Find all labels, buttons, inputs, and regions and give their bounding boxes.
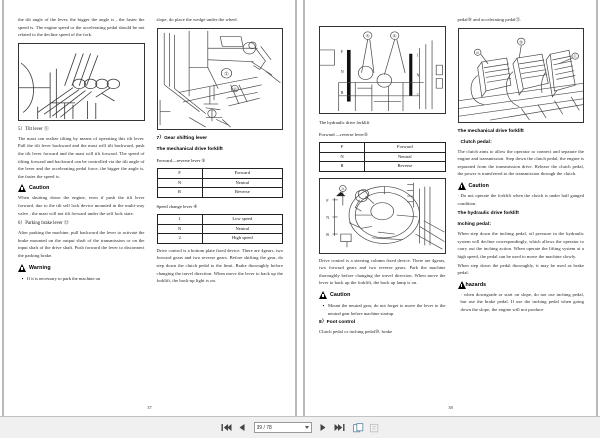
paragraph: pedal⑨ and accelerating pedal⑪. — [457, 17, 522, 22]
bullet-item — [319, 302, 446, 317]
subheading-mechanical-drive-forklift: The mechanical drive forklift — [156, 146, 223, 152]
left-page-column-1 — [18, 16, 145, 394]
pdf-toolbar[interactable] — [0, 416, 600, 438]
svg-text:2: 2 — [416, 91, 419, 97]
svg-text:R: R — [340, 90, 344, 95]
right-page-column-1 — [319, 16, 446, 394]
page-number-input[interactable] — [254, 422, 312, 433]
figure-tilt-lever — [18, 43, 145, 121]
svg-text:⑨: ⑨ — [518, 39, 523, 44]
warning-label: Warning — [29, 264, 51, 271]
table-speed-change-lever — [157, 214, 284, 244]
hazards-block — [458, 281, 585, 289]
paragraph: Clutch pedal or inching pedal⑩, brake — [319, 329, 393, 335]
left-page-column-2 — [157, 16, 284, 394]
warning-block — [18, 264, 145, 272]
bullet-text: Mount the neutral gear, do not forget to move the lever to the neutral gear before machine startup. — [328, 303, 446, 316]
table-cell-key: F — [157, 169, 202, 179]
document-page-left[interactable] — [2, 0, 297, 416]
table-cell-key: R — [157, 188, 202, 198]
bullet-text: If it is necessary to park the machine on — [27, 275, 101, 281]
page-number-value[interactable]: 39 / 78 — [256, 424, 272, 431]
caption-forward-reverse-lever: Forward —reverse lever⑤ — [319, 131, 369, 137]
caution-label: Caution — [29, 185, 50, 192]
paragraph: Drive control is a bottom plate fixed device. There are 4gears, two forward gears and two reverse gears. Before shifting the gear, do step down the clutch pedal to the limit. Brake thoroughly before changing the travel direction. When move the lever to back up the forklift, the back-up light is on. — [156, 247, 283, 284]
subheading-inching-pedal: Inching pedal： — [457, 222, 494, 228]
paragraph: When step down the inching pedal, oil pressure in the hydraulic system will decline correspondingly, which allows the operator to carry out the inching action. When operate the lifting system at a high speed, the pedal can be used to move the machine slowly. — [457, 231, 584, 259]
table-cell-key: N — [157, 224, 202, 234]
table-cell-key: 2 — [157, 234, 202, 244]
table-cell-value: Forward — [365, 143, 445, 153]
svg-text:R: R — [326, 231, 329, 237]
right-page-column-2 — [458, 16, 585, 394]
table-cell-key: N — [320, 152, 365, 162]
subheading-mechanical-drive-forklift: The mechanical drive forklift — [457, 128, 524, 134]
paragraph: The mast can realize tilting by means of operating this tilt lever. Pull the tilt lever backward and the mast will tilt backward, push the tilt lever forward and the mast will tilt forward. The speed of tilting forward and backward can be controlled via the tilt angle of the lever and the accelerating pedal force, the bigger the angle is, the faster the speed is. — [18, 135, 145, 179]
svg-text:F: F — [340, 48, 344, 54]
warning-triangle-icon — [18, 264, 26, 272]
table-row — [157, 169, 283, 179]
table-row — [157, 215, 283, 225]
warning-triangle-icon — [458, 281, 466, 289]
table-row — [320, 143, 446, 153]
warning-triangle-icon — [18, 184, 26, 192]
svg-text:⑪: ⑪ — [572, 54, 577, 59]
table-cell-value: Neutral — [365, 152, 445, 162]
table-cell-value: Forward — [202, 169, 282, 179]
caution-block — [458, 182, 585, 190]
caption-forward-reverse-lever: Forward—reverse lever ⑤ — [156, 157, 206, 163]
figure-foot-pedals — [458, 28, 585, 123]
page-number: 38 — [448, 405, 453, 410]
two-page-view-button[interactable] — [352, 421, 365, 434]
section-title-tilt-lever: 5）Tilt lever ⑧ — [18, 126, 49, 132]
svg-text:N: N — [326, 214, 330, 220]
bullet-marker: ▪ — [322, 303, 325, 309]
caution-label: Caution — [468, 182, 489, 189]
next-page-button[interactable] — [317, 421, 330, 434]
paragraph: When shutting down the engine, even if push the tilt lever forward, due to the tilt self lock device mounted in the multi-way valve , the mast will not tilt forward under the self lock state. — [18, 195, 145, 216]
table-row — [157, 188, 283, 198]
caution-label: Caution — [330, 292, 351, 299]
svg-text:③: ③ — [340, 186, 345, 191]
figure-hydraulic-drive-levers — [319, 26, 446, 114]
svg-text:②: ② — [232, 86, 237, 91]
section-title-parking-brake: 6）Parking brake lever ⑫ — [18, 221, 69, 227]
hazards-label: hazards — [465, 281, 487, 288]
svg-text:④: ④ — [392, 33, 397, 39]
figure-steering-column-lever — [319, 178, 446, 254]
table-cell-key: N — [157, 178, 202, 188]
paragraph: · Do not operate the forklift when the clutch is under half ganged condition. — [457, 192, 584, 206]
figure-gear-shift-lever — [157, 28, 284, 130]
table-row — [320, 152, 446, 162]
previous-page-button[interactable] — [236, 421, 249, 434]
paragraph: After parking the machine, pull backward the lever to activate the brake mounted on the output shaft of the transmission or on the input shaft of the drive shaft. Push forward the lever to disconnect the parking brake. — [18, 230, 145, 258]
table-row — [157, 234, 283, 244]
svg-text:⑩: ⑩ — [475, 50, 479, 55]
table-cell-value: Reverse — [365, 162, 445, 172]
caption-hydraulic-drive-forklift: The hydraulic drive forklift — [319, 120, 370, 125]
caution-block — [319, 291, 446, 299]
bullet-item — [18, 275, 145, 283]
table-forward-reverse-lever — [157, 168, 284, 198]
svg-text:N: N — [340, 69, 344, 74]
chevron-down-icon[interactable] — [305, 426, 309, 429]
section-title-gear-shifting-lever: 7）Gear shifting lever — [156, 135, 208, 141]
paragraph: When step down the pedal thoroughly, it may be used as brake pedal. — [457, 262, 584, 276]
table-row — [320, 162, 446, 172]
caption-speed-change-lever: Speed change lever ④ — [156, 203, 198, 209]
paragraph: · when downgrade or start on slope, do not use inching pedal, but use the brake pedal. If use the inching pedal when going down the slope, the engine will not produce — [460, 291, 584, 312]
table-cell-value: Neutral — [202, 178, 282, 188]
paragraph: The clutch aims to allow the operator to connect and separate the engine and transmission. Step down the clutch pedal, the engine is separated from the transmission drive. Release the clutch pedal, the power is transferred to the transmission through the clutch. — [457, 148, 584, 177]
table-cell-key: F — [320, 143, 365, 153]
table-cell-key: R — [320, 162, 365, 172]
last-page-button[interactable] — [333, 421, 346, 434]
svg-text:①: ① — [223, 71, 229, 77]
table-cell-value: Neutral — [202, 224, 282, 234]
first-page-button[interactable] — [220, 421, 233, 434]
section-title-foot-control: 8）Foot control — [319, 320, 356, 326]
bullet-marker: ▪ — [21, 275, 24, 281]
caution-block — [18, 184, 145, 192]
page-number: 37 — [147, 405, 152, 410]
warning-triangle-icon — [458, 182, 466, 190]
document-page-right[interactable] — [303, 0, 598, 416]
single-page-view-button[interactable] — [368, 421, 381, 434]
table-cell-value: High speed — [202, 234, 282, 244]
svg-text:⑤: ⑤ — [365, 33, 370, 39]
table-cell-value: Reverse — [202, 188, 282, 198]
subheading-clutch-pedal: Clutch pedal： — [460, 139, 495, 145]
table-cell-value: Low speed — [202, 215, 282, 225]
svg-text:N: N — [416, 72, 420, 78]
table-row — [157, 178, 283, 188]
svg-text:1: 1 — [416, 52, 419, 58]
table-row — [157, 224, 283, 234]
svg-text:F: F — [326, 197, 329, 203]
paragraph: the tilt angle of the lever, the bigger the angle is , the faster the speed is. The engine speed or the accelerating pedal should be not related to the decline speed of the fork. — [18, 17, 145, 38]
table-cell-key: 1 — [157, 215, 202, 225]
table-forward-reverse-lever — [319, 142, 446, 172]
subheading-hydraulic-drive-forklift: The hydraulic drive forklift — [457, 211, 519, 217]
paragraph: slope, do place the wedge under the wheel. — [156, 17, 238, 22]
paragraph: Drive control is a steering column fixed device. There are 4gears, two forward gears and two reverse gears. Park the machine thoroughly before changing the travel direction. When move the lever to back up the forklift, the back up lamp is on. — [319, 257, 446, 286]
warning-triangle-icon — [319, 291, 327, 299]
